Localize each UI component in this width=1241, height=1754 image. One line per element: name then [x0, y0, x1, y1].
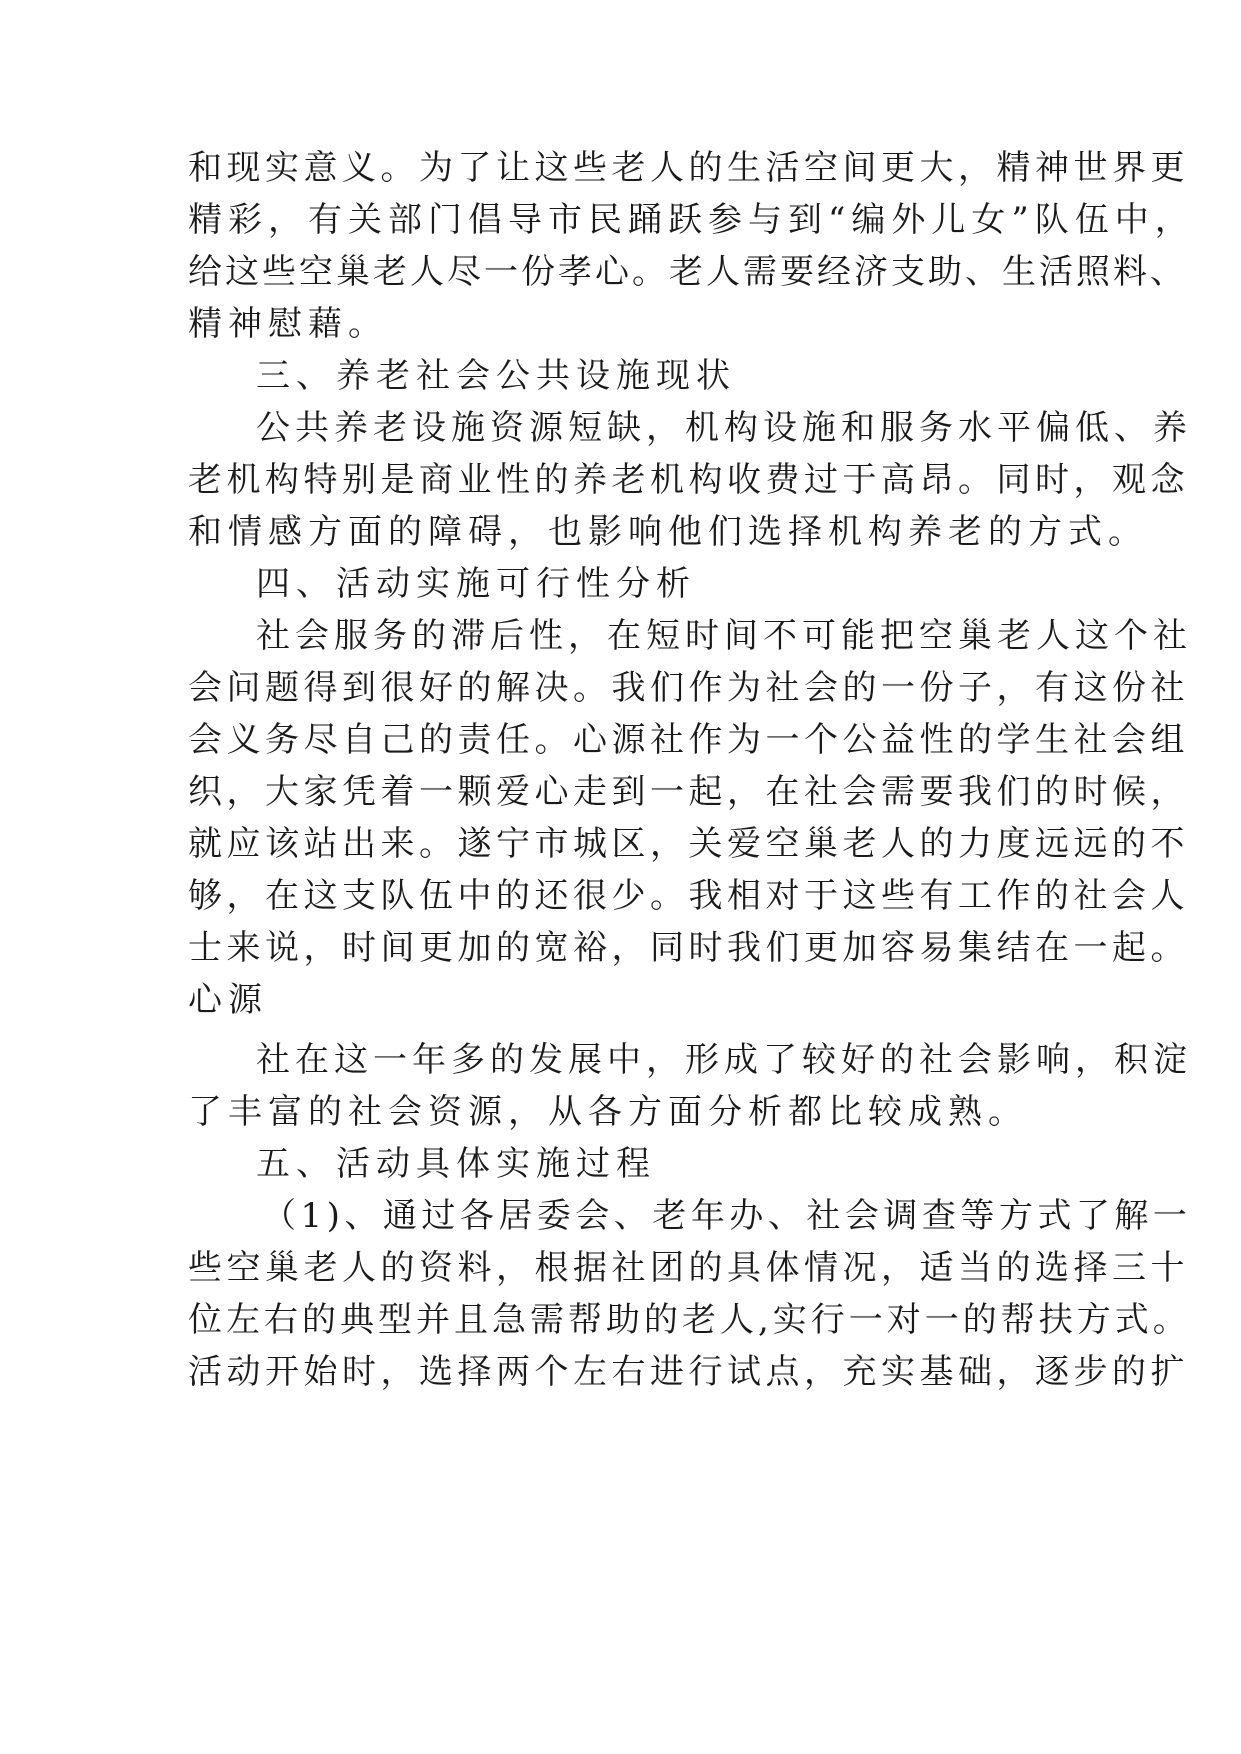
paragraph-line: 了丰富的社会资源，从各方面分析都比较成熟。 [188, 1092, 1028, 1132]
section-heading: 四、活动实施可行性分析 [256, 564, 696, 604]
paragraph-line: 活动开始时，选择两个左右进行试点，充实基础，逐步的扩 [188, 1352, 1189, 1392]
paragraph-line: （1)、通过各居委会、老年办、社会调查等方式了解一 [262, 1196, 1192, 1236]
paragraph-line: 和现实意义。为了让这些老人的生活空间更大，精神世界更 [188, 148, 1189, 188]
paragraph-line: 社在这一年多的发展中，形成了较好的社会影响，积淀 [256, 1040, 1192, 1080]
section-heading: 五、活动具体实施过程 [256, 1144, 656, 1184]
paragraph-line: 会问题得到很好的解决。我们作为社会的一份子，有这份社 [188, 668, 1189, 708]
paragraph-line: 些空巢老人的资料，根据社团的具体情况，适当的选择三十 [188, 1248, 1189, 1288]
paragraph-line: 够，在这支队伍中的还很少。我相对于这些有工作的社会人 [188, 876, 1189, 916]
paragraph-line: 社会服务的滞后性，在短时间不可能把空巢老人这个社 [256, 616, 1192, 656]
paragraph-line: 会义务尽自己的责任。心源社作为一个公益性的学生社会组 [188, 720, 1189, 760]
paragraph-line: 就应该站出来。遂宁市城区，关爱空巢老人的力度远远的不 [188, 824, 1189, 864]
paragraph-line: 公共养老设施资源短缺，机构设施和服务水平偏低、养 [256, 408, 1192, 448]
paragraph-line: 精神慰藉。 [188, 304, 388, 344]
paragraph-line: 织，大家凭着一颗爱心走到一起，在社会需要我们的时候， [188, 772, 1189, 812]
section-heading: 三、养老社会公共设施现状 [256, 356, 736, 396]
paragraph-line: 和情感方面的障碍，也影响他们选择机构养老的方式。 [188, 512, 1148, 552]
paragraph-line: 精彩，有关部门倡导市民踊跃参与到“编外儿女”队伍中， [188, 200, 1195, 240]
paragraph-line: 给这些空巢老人尽一份孝心。老人需要经济支助、生活照料、 [188, 252, 1187, 292]
paragraph-line: 位左右的典型并且急需帮助的老人,实行一对一的帮扶方式。 [188, 1300, 1191, 1340]
paragraph-line: 心源 [188, 980, 268, 1020]
paragraph-line: 士来说，时间更加的宽裕，同时我们更加容易集结在一起。 [188, 928, 1189, 968]
paragraph-line: 老机构特别是商业性的养老机构收费过于高昂。同时，观念 [188, 460, 1189, 500]
